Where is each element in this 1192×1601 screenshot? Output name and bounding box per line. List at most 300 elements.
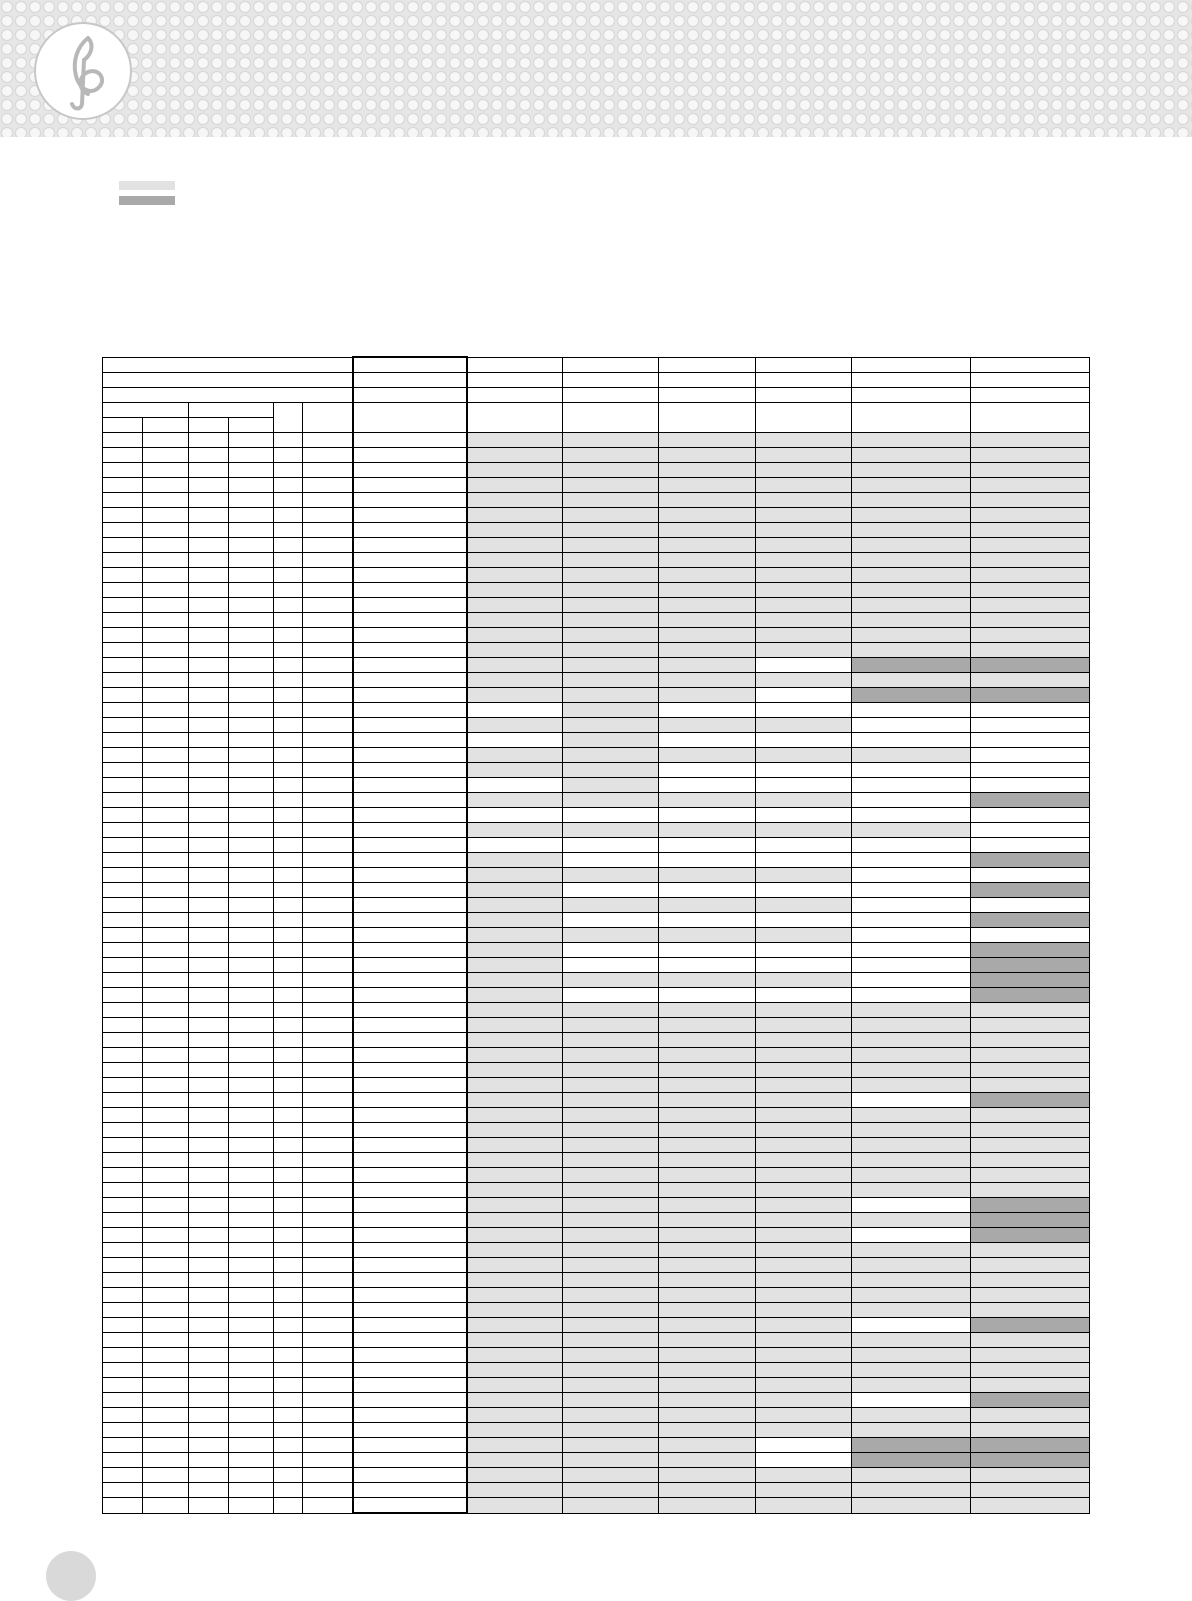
shaded-cell bbox=[852, 1018, 971, 1033]
table-cell bbox=[274, 688, 303, 703]
table-cell bbox=[103, 838, 143, 853]
shaded-cell bbox=[659, 448, 756, 463]
table-cell bbox=[353, 493, 467, 508]
table-cell bbox=[103, 688, 143, 703]
table-cell bbox=[103, 1153, 143, 1168]
table-row bbox=[103, 1108, 1090, 1123]
shaded-cell bbox=[467, 658, 563, 673]
table-cell bbox=[143, 1438, 188, 1453]
table-cell bbox=[274, 1393, 303, 1408]
shaded-cell bbox=[971, 928, 1090, 943]
shaded-cell bbox=[467, 1423, 563, 1438]
table-cell bbox=[143, 1138, 188, 1153]
table-cell bbox=[303, 778, 353, 793]
table-cell bbox=[274, 928, 303, 943]
shaded-cell bbox=[659, 628, 756, 643]
shaded-cell bbox=[755, 1228, 852, 1243]
shaded-cell bbox=[659, 1093, 756, 1108]
table-cell bbox=[143, 613, 188, 628]
table-row bbox=[103, 1228, 1090, 1243]
shaded-cell bbox=[971, 1453, 1090, 1468]
header-cell bbox=[467, 403, 563, 433]
table-cell bbox=[303, 1168, 353, 1183]
shaded-cell bbox=[562, 688, 659, 703]
shaded-cell bbox=[467, 928, 563, 943]
shaded-cell bbox=[467, 628, 563, 643]
table-cell bbox=[303, 1468, 353, 1483]
table-cell bbox=[353, 1228, 467, 1243]
table-cell bbox=[143, 1273, 188, 1288]
shaded-cell bbox=[562, 1003, 659, 1018]
shaded-cell bbox=[562, 1063, 659, 1078]
table-cell bbox=[143, 1093, 188, 1108]
shaded-cell bbox=[852, 1333, 971, 1348]
shaded-cell bbox=[852, 808, 971, 823]
table-cell bbox=[188, 433, 228, 448]
table-cell bbox=[353, 1048, 467, 1063]
table-cell bbox=[188, 553, 228, 568]
shaded-cell bbox=[852, 1063, 971, 1078]
table-cell bbox=[303, 928, 353, 943]
table-cell bbox=[303, 973, 353, 988]
legend-swatch-light bbox=[119, 181, 175, 190]
shaded-cell bbox=[852, 748, 971, 763]
table-cell bbox=[228, 748, 273, 763]
header-cell bbox=[467, 388, 563, 403]
table-cell bbox=[303, 673, 353, 688]
table-cell bbox=[188, 718, 228, 733]
table-cell bbox=[353, 643, 467, 658]
table-body bbox=[103, 357, 1090, 1513]
table-cell bbox=[188, 1318, 228, 1333]
table-cell bbox=[274, 973, 303, 988]
table-cell bbox=[274, 1153, 303, 1168]
shaded-cell bbox=[971, 613, 1090, 628]
table-row bbox=[103, 1453, 1090, 1468]
shaded-cell bbox=[562, 1198, 659, 1213]
table-cell bbox=[143, 1213, 188, 1228]
shaded-cell bbox=[971, 1138, 1090, 1153]
shaded-cell bbox=[852, 1393, 971, 1408]
table-cell bbox=[143, 733, 188, 748]
table-cell bbox=[228, 1123, 273, 1138]
shaded-cell bbox=[971, 1003, 1090, 1018]
shaded-cell bbox=[659, 1048, 756, 1063]
table-row bbox=[103, 1258, 1090, 1273]
shaded-cell bbox=[755, 1258, 852, 1273]
table-row bbox=[103, 1033, 1090, 1048]
shaded-cell bbox=[467, 1213, 563, 1228]
header-cell bbox=[562, 388, 659, 403]
table-cell bbox=[103, 553, 143, 568]
shaded-cell bbox=[852, 973, 971, 988]
shaded-cell bbox=[659, 1378, 756, 1393]
header-cell bbox=[755, 357, 852, 373]
table-cell bbox=[303, 1258, 353, 1273]
table-cell bbox=[103, 493, 143, 508]
shaded-cell bbox=[659, 523, 756, 538]
table-cell bbox=[353, 1378, 467, 1393]
table-cell bbox=[274, 1288, 303, 1303]
shaded-cell bbox=[852, 673, 971, 688]
shaded-cell bbox=[852, 1183, 971, 1198]
table-cell bbox=[143, 598, 188, 613]
table-cell bbox=[228, 958, 273, 973]
table-cell bbox=[143, 673, 188, 688]
table-cell bbox=[274, 643, 303, 658]
table-cell bbox=[274, 868, 303, 883]
table-cell bbox=[353, 628, 467, 643]
table-cell bbox=[274, 823, 303, 838]
table-cell bbox=[353, 478, 467, 493]
shaded-cell bbox=[755, 943, 852, 958]
shaded-cell bbox=[562, 1213, 659, 1228]
shaded-cell bbox=[467, 1078, 563, 1093]
shaded-cell bbox=[467, 1303, 563, 1318]
table-cell bbox=[274, 523, 303, 538]
table-cell bbox=[188, 523, 228, 538]
table-cell bbox=[303, 433, 353, 448]
table-cell bbox=[103, 1183, 143, 1198]
table-cell bbox=[103, 583, 143, 598]
table-cell bbox=[103, 808, 143, 823]
table-cell bbox=[353, 508, 467, 523]
table-cell bbox=[274, 1138, 303, 1153]
table-cell bbox=[103, 733, 143, 748]
shaded-cell bbox=[852, 1093, 971, 1108]
table-cell bbox=[274, 598, 303, 613]
shaded-cell bbox=[971, 1213, 1090, 1228]
table-cell bbox=[143, 463, 188, 478]
shaded-cell bbox=[755, 1423, 852, 1438]
table-cell bbox=[353, 1033, 467, 1048]
table-cell bbox=[143, 688, 188, 703]
table-cell bbox=[143, 1258, 188, 1273]
shaded-cell bbox=[562, 703, 659, 718]
table-cell bbox=[103, 523, 143, 538]
shaded-cell bbox=[467, 1378, 563, 1393]
table-cell bbox=[103, 1303, 143, 1318]
table-cell bbox=[274, 1258, 303, 1273]
table-cell bbox=[188, 1273, 228, 1288]
table-cell bbox=[188, 1183, 228, 1198]
table-row bbox=[103, 703, 1090, 718]
header-cell bbox=[755, 373, 852, 388]
table-cell bbox=[303, 538, 353, 553]
shaded-cell bbox=[971, 1363, 1090, 1378]
shaded-cell bbox=[467, 523, 563, 538]
table-row bbox=[103, 1093, 1090, 1108]
table-cell bbox=[353, 1213, 467, 1228]
table-cell bbox=[353, 1018, 467, 1033]
shaded-cell bbox=[659, 1033, 756, 1048]
shaded-cell bbox=[971, 1018, 1090, 1033]
table-row bbox=[103, 1183, 1090, 1198]
table-cell bbox=[228, 448, 273, 463]
shaded-cell bbox=[562, 883, 659, 898]
table-cell bbox=[103, 1483, 143, 1498]
shaded-cell bbox=[971, 1243, 1090, 1258]
shaded-cell bbox=[467, 1093, 563, 1108]
table-cell bbox=[103, 988, 143, 1003]
table-cell bbox=[353, 658, 467, 673]
table-cell bbox=[274, 1123, 303, 1138]
table-cell bbox=[228, 583, 273, 598]
table-cell bbox=[303, 643, 353, 658]
shaded-cell bbox=[562, 628, 659, 643]
shaded-cell bbox=[562, 1363, 659, 1378]
table-cell bbox=[188, 538, 228, 553]
shaded-cell bbox=[971, 1258, 1090, 1273]
shaded-cell bbox=[467, 763, 563, 778]
shaded-cell bbox=[467, 973, 563, 988]
shaded-cell bbox=[971, 1048, 1090, 1063]
header-subcell bbox=[143, 418, 188, 433]
table-cell bbox=[274, 943, 303, 958]
table-cell bbox=[188, 1198, 228, 1213]
shaded-cell bbox=[755, 1153, 852, 1168]
shaded-cell bbox=[562, 658, 659, 673]
table-cell bbox=[303, 853, 353, 868]
table-cell bbox=[188, 1228, 228, 1243]
table-cell bbox=[303, 478, 353, 493]
table-cell bbox=[143, 718, 188, 733]
shaded-cell bbox=[562, 673, 659, 688]
table-cell bbox=[143, 1468, 188, 1483]
shaded-cell bbox=[562, 1138, 659, 1153]
shaded-cell bbox=[971, 538, 1090, 553]
table-cell bbox=[303, 1228, 353, 1243]
shaded-cell bbox=[852, 1438, 971, 1453]
table-cell bbox=[188, 988, 228, 1003]
table-cell bbox=[188, 778, 228, 793]
shaded-cell bbox=[467, 853, 563, 868]
table-cell bbox=[228, 553, 273, 568]
table-cell bbox=[188, 763, 228, 778]
shaded-cell bbox=[971, 1318, 1090, 1333]
shaded-cell bbox=[562, 1273, 659, 1288]
table-cell bbox=[103, 1018, 143, 1033]
table-cell bbox=[103, 643, 143, 658]
shaded-cell bbox=[971, 628, 1090, 643]
table-cell bbox=[353, 1303, 467, 1318]
table-row bbox=[103, 1243, 1090, 1258]
table-cell bbox=[188, 673, 228, 688]
shaded-cell bbox=[755, 778, 852, 793]
shaded-cell bbox=[852, 1078, 971, 1093]
shaded-cell bbox=[755, 808, 852, 823]
table-cell bbox=[228, 1393, 273, 1408]
table-row bbox=[103, 688, 1090, 703]
shaded-cell bbox=[755, 973, 852, 988]
table-cell bbox=[274, 793, 303, 808]
shaded-cell bbox=[971, 448, 1090, 463]
shaded-cell bbox=[467, 688, 563, 703]
shaded-cell bbox=[971, 868, 1090, 883]
table-cell bbox=[143, 628, 188, 643]
shaded-cell bbox=[562, 823, 659, 838]
table-cell bbox=[353, 1063, 467, 1078]
shaded-cell bbox=[971, 823, 1090, 838]
table-cell bbox=[274, 1468, 303, 1483]
shaded-cell bbox=[971, 673, 1090, 688]
table-cell bbox=[228, 523, 273, 538]
table-cell bbox=[274, 673, 303, 688]
shaded-cell bbox=[852, 718, 971, 733]
table-cell bbox=[143, 1333, 188, 1348]
shaded-cell bbox=[467, 613, 563, 628]
table-cell bbox=[103, 1258, 143, 1273]
shaded-cell bbox=[562, 1183, 659, 1198]
table-row bbox=[103, 658, 1090, 673]
table-cell bbox=[353, 958, 467, 973]
table-cell bbox=[303, 793, 353, 808]
shaded-cell bbox=[852, 1378, 971, 1393]
table-cell bbox=[228, 478, 273, 493]
table-cell bbox=[303, 1288, 353, 1303]
table-cell bbox=[103, 1288, 143, 1303]
table-cell bbox=[188, 1063, 228, 1078]
table-cell bbox=[228, 1138, 273, 1153]
table-cell bbox=[143, 958, 188, 973]
shaded-cell bbox=[659, 1003, 756, 1018]
shaded-cell bbox=[971, 913, 1090, 928]
data-table bbox=[102, 356, 1090, 1514]
shaded-cell bbox=[852, 658, 971, 673]
shaded-cell bbox=[755, 478, 852, 493]
shaded-cell bbox=[562, 1423, 659, 1438]
table-cell bbox=[303, 1213, 353, 1228]
shaded-cell bbox=[659, 718, 756, 733]
table-cell bbox=[353, 448, 467, 463]
shaded-cell bbox=[755, 688, 852, 703]
shaded-cell bbox=[755, 673, 852, 688]
shaded-cell bbox=[852, 853, 971, 868]
shaded-cell bbox=[467, 568, 563, 583]
table-cell bbox=[143, 778, 188, 793]
shaded-cell bbox=[971, 883, 1090, 898]
table-cell bbox=[188, 898, 228, 913]
table-row bbox=[103, 1153, 1090, 1168]
shaded-cell bbox=[659, 598, 756, 613]
shaded-cell bbox=[971, 1273, 1090, 1288]
table-cell bbox=[228, 1093, 273, 1108]
shaded-cell bbox=[467, 643, 563, 658]
shaded-cell bbox=[659, 1213, 756, 1228]
table-cell bbox=[103, 1378, 143, 1393]
shaded-cell bbox=[755, 988, 852, 1003]
table-cell bbox=[228, 943, 273, 958]
table-cell bbox=[274, 1303, 303, 1318]
shaded-cell bbox=[659, 1483, 756, 1498]
header-cell bbox=[659, 388, 756, 403]
table-row bbox=[103, 808, 1090, 823]
table-cell bbox=[274, 658, 303, 673]
shaded-cell bbox=[562, 1048, 659, 1063]
table-cell bbox=[274, 1228, 303, 1243]
shaded-cell bbox=[659, 583, 756, 598]
shaded-cell bbox=[562, 508, 659, 523]
table-cell bbox=[188, 1123, 228, 1138]
shaded-cell bbox=[659, 1243, 756, 1258]
shaded-cell bbox=[971, 1168, 1090, 1183]
table-row bbox=[103, 778, 1090, 793]
shaded-cell bbox=[467, 868, 563, 883]
table-cell bbox=[228, 793, 273, 808]
shaded-cell bbox=[562, 1018, 659, 1033]
table-cell bbox=[188, 508, 228, 523]
shaded-cell bbox=[562, 1033, 659, 1048]
shaded-cell bbox=[467, 1333, 563, 1348]
table-row bbox=[103, 1378, 1090, 1393]
table-cell bbox=[143, 1198, 188, 1213]
table-row bbox=[103, 1078, 1090, 1093]
table-cell bbox=[103, 463, 143, 478]
table-row bbox=[103, 673, 1090, 688]
table-row bbox=[103, 1423, 1090, 1438]
table-cell bbox=[143, 568, 188, 583]
shaded-cell bbox=[562, 538, 659, 553]
table-row bbox=[103, 973, 1090, 988]
table-cell bbox=[303, 733, 353, 748]
shaded-cell bbox=[755, 493, 852, 508]
table-cell bbox=[274, 508, 303, 523]
table-row bbox=[103, 1048, 1090, 1063]
table-cell bbox=[143, 643, 188, 658]
table-cell bbox=[188, 1078, 228, 1093]
table-cell bbox=[188, 1378, 228, 1393]
table-cell bbox=[353, 598, 467, 613]
shaded-cell bbox=[562, 793, 659, 808]
shaded-cell bbox=[467, 538, 563, 553]
shaded-cell bbox=[467, 988, 563, 1003]
legend-swatch-dark bbox=[119, 196, 175, 205]
shaded-cell bbox=[755, 1468, 852, 1483]
table-cell bbox=[103, 1138, 143, 1153]
shaded-cell bbox=[755, 1408, 852, 1423]
table-cell bbox=[303, 598, 353, 613]
table-cell bbox=[353, 1108, 467, 1123]
shaded-cell bbox=[971, 958, 1090, 973]
shaded-cell bbox=[971, 1333, 1090, 1348]
shaded-cell bbox=[659, 838, 756, 853]
header-subcell bbox=[228, 418, 273, 433]
table-cell bbox=[103, 568, 143, 583]
shaded-cell bbox=[971, 1468, 1090, 1483]
shaded-cell bbox=[971, 1393, 1090, 1408]
table-cell bbox=[228, 1468, 273, 1483]
shaded-cell bbox=[659, 883, 756, 898]
table-cell bbox=[188, 1003, 228, 1018]
shaded-cell bbox=[562, 1468, 659, 1483]
table-row bbox=[103, 433, 1090, 448]
table-cell bbox=[143, 1303, 188, 1318]
table-cell bbox=[228, 718, 273, 733]
shaded-cell bbox=[852, 1498, 971, 1514]
treble-clef-glyph bbox=[36, 24, 130, 118]
shaded-cell bbox=[467, 703, 563, 718]
shaded-cell bbox=[971, 703, 1090, 718]
table-cell bbox=[103, 1108, 143, 1123]
shaded-cell bbox=[659, 433, 756, 448]
shaded-cell bbox=[562, 928, 659, 943]
table-cell bbox=[188, 1153, 228, 1168]
table-cell bbox=[143, 1408, 188, 1423]
table-row bbox=[103, 748, 1090, 763]
table-cell bbox=[303, 718, 353, 733]
shaded-cell bbox=[659, 1498, 756, 1514]
table-cell bbox=[188, 1093, 228, 1108]
